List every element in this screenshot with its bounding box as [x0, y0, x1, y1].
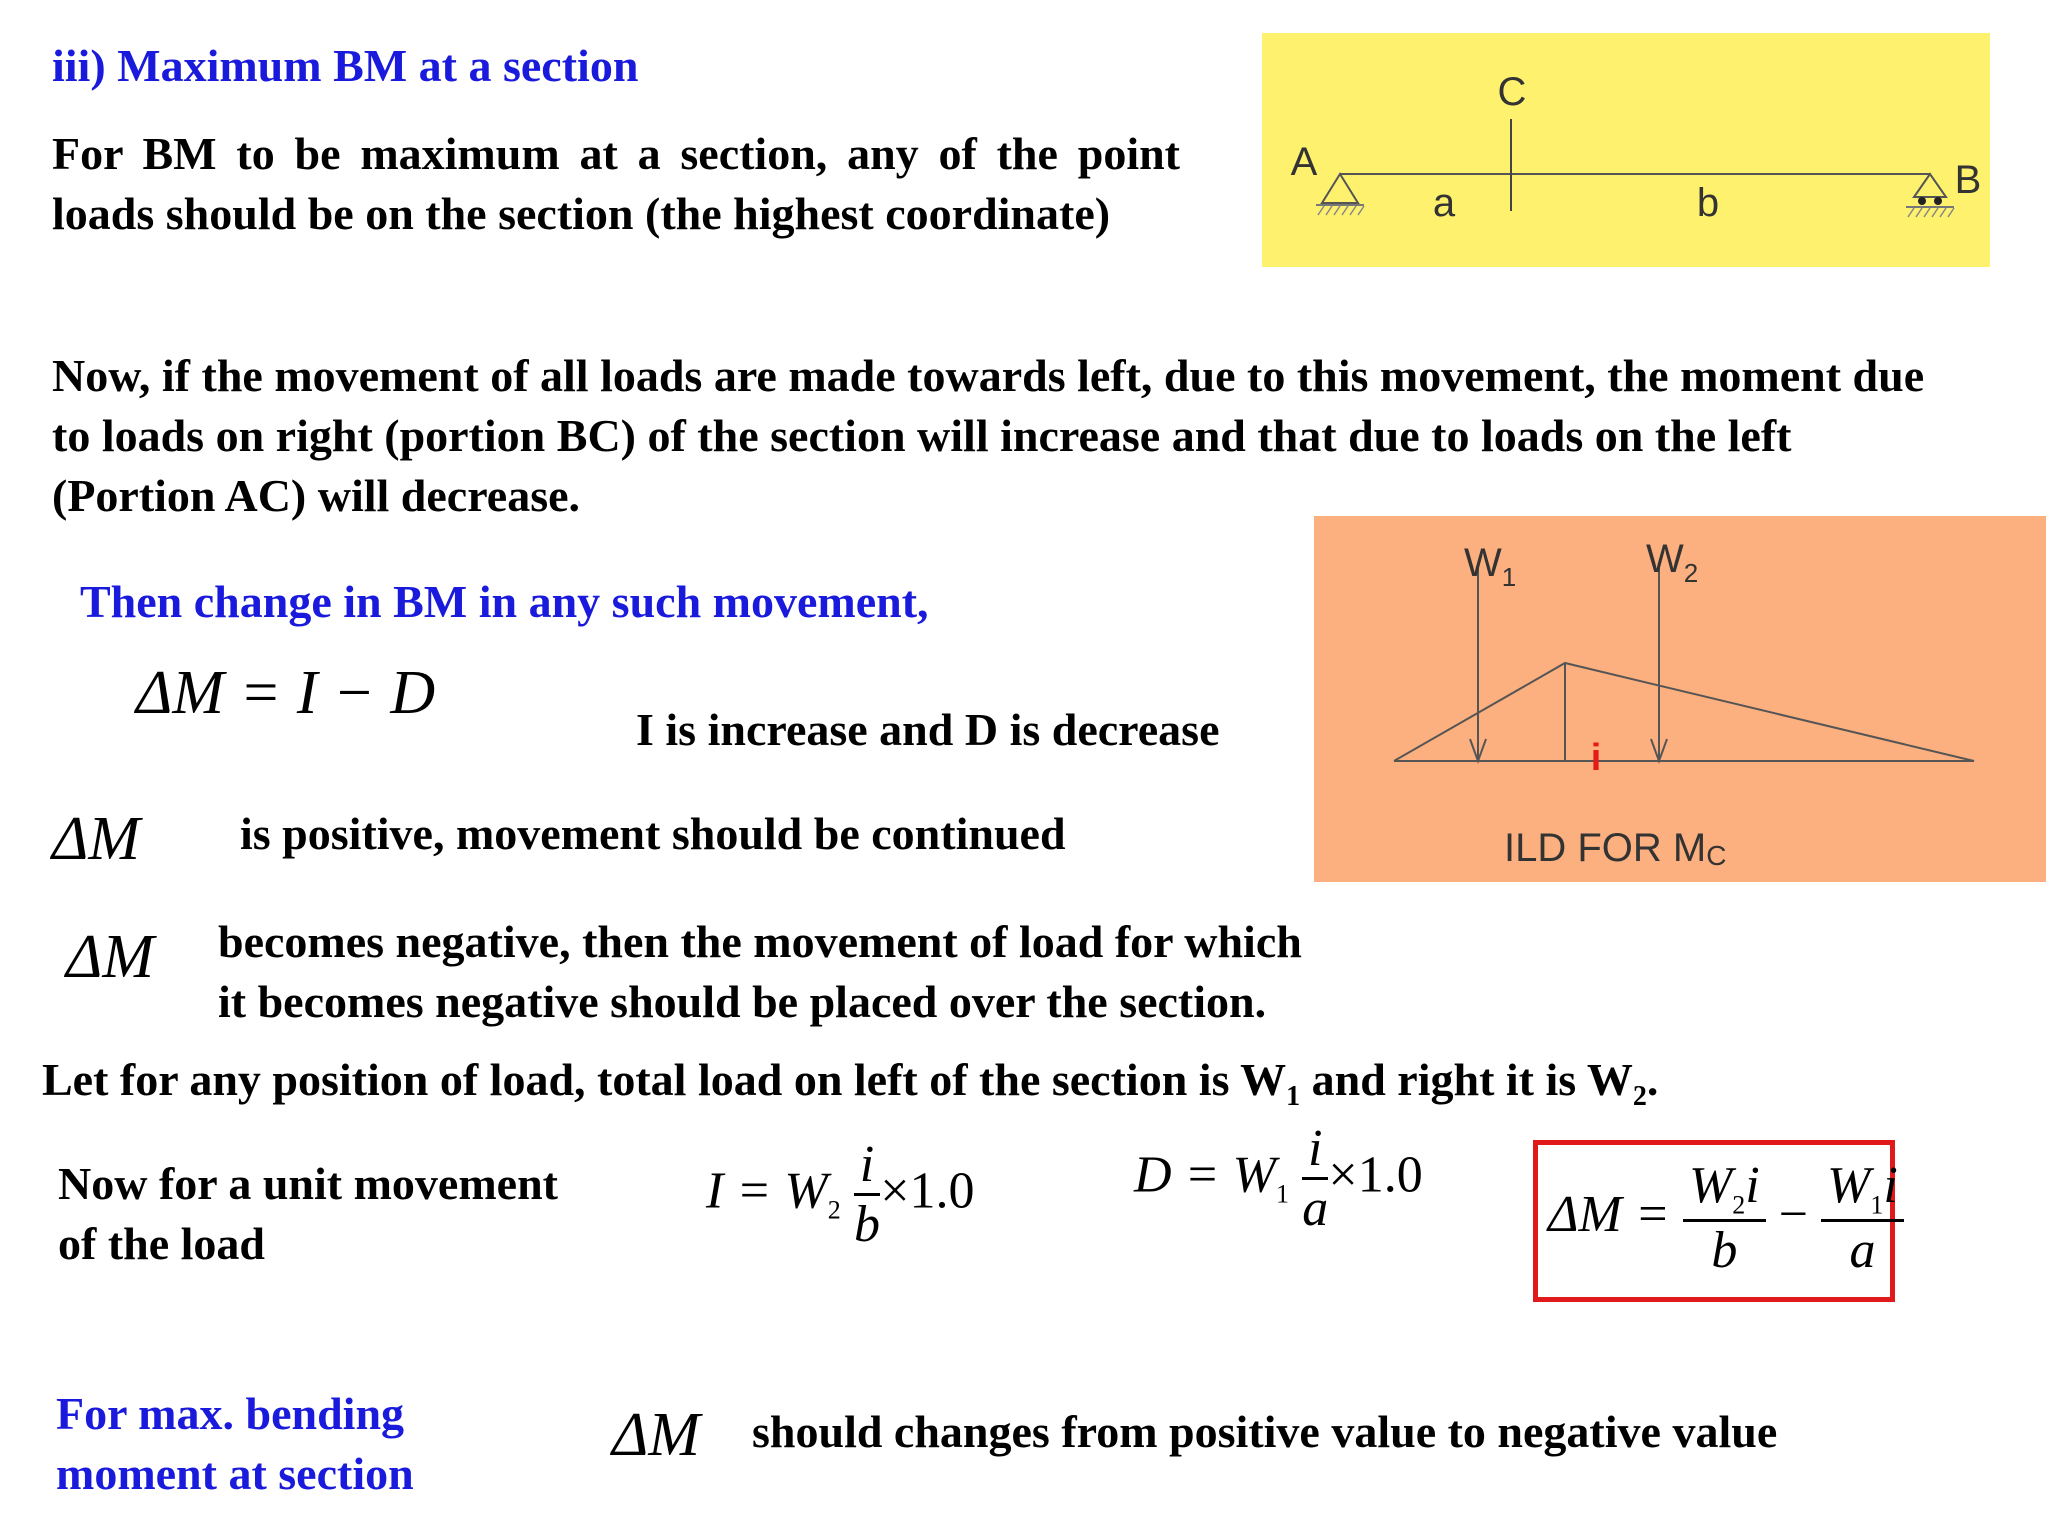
label-w2: $W_2$ — [1646, 537, 1699, 588]
w1-arrow-icon — [1470, 566, 1486, 761]
eq-d-lhs: D = W — [1134, 1146, 1276, 1204]
eq-final-den2: a — [1849, 1221, 1876, 1279]
ild-triangle — [1394, 663, 1974, 761]
beam-svg — [1262, 33, 1990, 267]
eq-final-lhs: ΔM = — [1548, 1185, 1670, 1243]
should-change-text: should changes from positive value to negative value — [752, 1406, 1778, 1457]
eq-final-num1: W — [1688, 1157, 1733, 1214]
eq-final-num2b: i — [1883, 1157, 1898, 1214]
negative-line1: becomes negative, then the movement of load for which — [218, 916, 1302, 967]
eq-final-minus: − — [1778, 1185, 1809, 1243]
let-part2: and right it is W — [1300, 1054, 1633, 1105]
negative-line2: it becomes negative should be placed over the section. — [218, 976, 1267, 1027]
eq-i-lhs: I = W — [706, 1162, 828, 1220]
ild-diagram — [1314, 516, 2046, 882]
dm-symbol-negative: ΔM — [66, 923, 155, 991]
para-bm-max-condition: For BM to be maximum at a section, any of the point loads should be on the section (the highest coordinate) — [52, 128, 1180, 239]
eq-d — [1134, 1122, 1423, 1237]
eq-i — [706, 1138, 975, 1253]
eq-final-frac2 — [1821, 1159, 1904, 1279]
ild-caption: ILD FOR MC — [1504, 826, 1727, 871]
label-c: C — [1497, 70, 1527, 114]
eq-i-den: b — [853, 1195, 880, 1253]
para2-text: Now, if the movement of all loads are made towards left, due to this movement, the moment due to loads on right (portion BC) of the section will increase and that due to loads on the left (Portion AC) will decrease. — [52, 350, 1925, 521]
eq-d-tail: ×1.0 — [1328, 1146, 1423, 1204]
eq-final-den1: b — [1711, 1221, 1738, 1279]
eq-delta-m: ΔM = I − D — [136, 659, 436, 727]
eq-final-sub1: 2 — [1732, 1190, 1746, 1220]
section-heading: iii) Maximum BM at a section — [52, 40, 639, 91]
pin-support-a-icon — [1316, 174, 1364, 215]
eq-d-sub: 1 — [1275, 1179, 1289, 1209]
positive-text: is positive, movement should be continued — [240, 808, 1066, 859]
let-sub1: 1 — [1286, 1081, 1301, 1113]
i-increase-text: I is increase and D is decrease — [636, 704, 1220, 755]
label-a: A — [1290, 140, 1318, 184]
eq-i-tail: ×1.0 — [880, 1162, 975, 1220]
beam-diagram — [1262, 33, 1990, 267]
eq-final-num2: W — [1827, 1157, 1871, 1214]
eq-i-fraction — [854, 1138, 880, 1253]
eq-final-num1b: i — [1745, 1157, 1760, 1214]
let-sub2: 2 — [1632, 1081, 1647, 1113]
label-span-b: b — [1696, 181, 1720, 225]
let-part1: Let for any position of load, total load on left of the section is W — [42, 1054, 1287, 1105]
label-b: B — [1954, 158, 1982, 202]
let-part3: . — [1646, 1054, 1659, 1105]
roller-support-b-icon — [1906, 174, 1954, 217]
label-span-a: a — [1432, 181, 1456, 225]
eq-d-num: i — [1302, 1122, 1328, 1180]
w2-arrow-icon — [1651, 566, 1667, 761]
unit-movement-text: Now for a unit movement of the load — [58, 1158, 558, 1269]
let-text — [42, 1052, 1658, 1125]
eq-i-sub: 2 — [827, 1195, 841, 1225]
dm-symbol-final: ΔM — [612, 1401, 701, 1469]
label-i: i — [1590, 737, 1602, 779]
para-movement-left — [52, 346, 1952, 526]
for-max-text: For max. bending moment at section — [56, 1388, 414, 1499]
eq-final-frac1 — [1683, 1159, 1766, 1279]
ild-svg — [1314, 516, 2046, 882]
dm-symbol-positive: ΔM — [52, 805, 141, 873]
eq-i-num: i — [854, 1138, 880, 1196]
label-w1: $W_1$ — [1464, 541, 1517, 592]
eq-final — [1548, 1159, 1904, 1279]
then-change-text: Then change in BM in any such movement, — [80, 576, 929, 627]
eq-d-den: a — [1302, 1179, 1329, 1237]
eq-d-fraction — [1302, 1122, 1328, 1237]
final-formula-box — [1533, 1140, 1898, 1302]
eq-final-sub2: 1 — [1870, 1190, 1884, 1220]
